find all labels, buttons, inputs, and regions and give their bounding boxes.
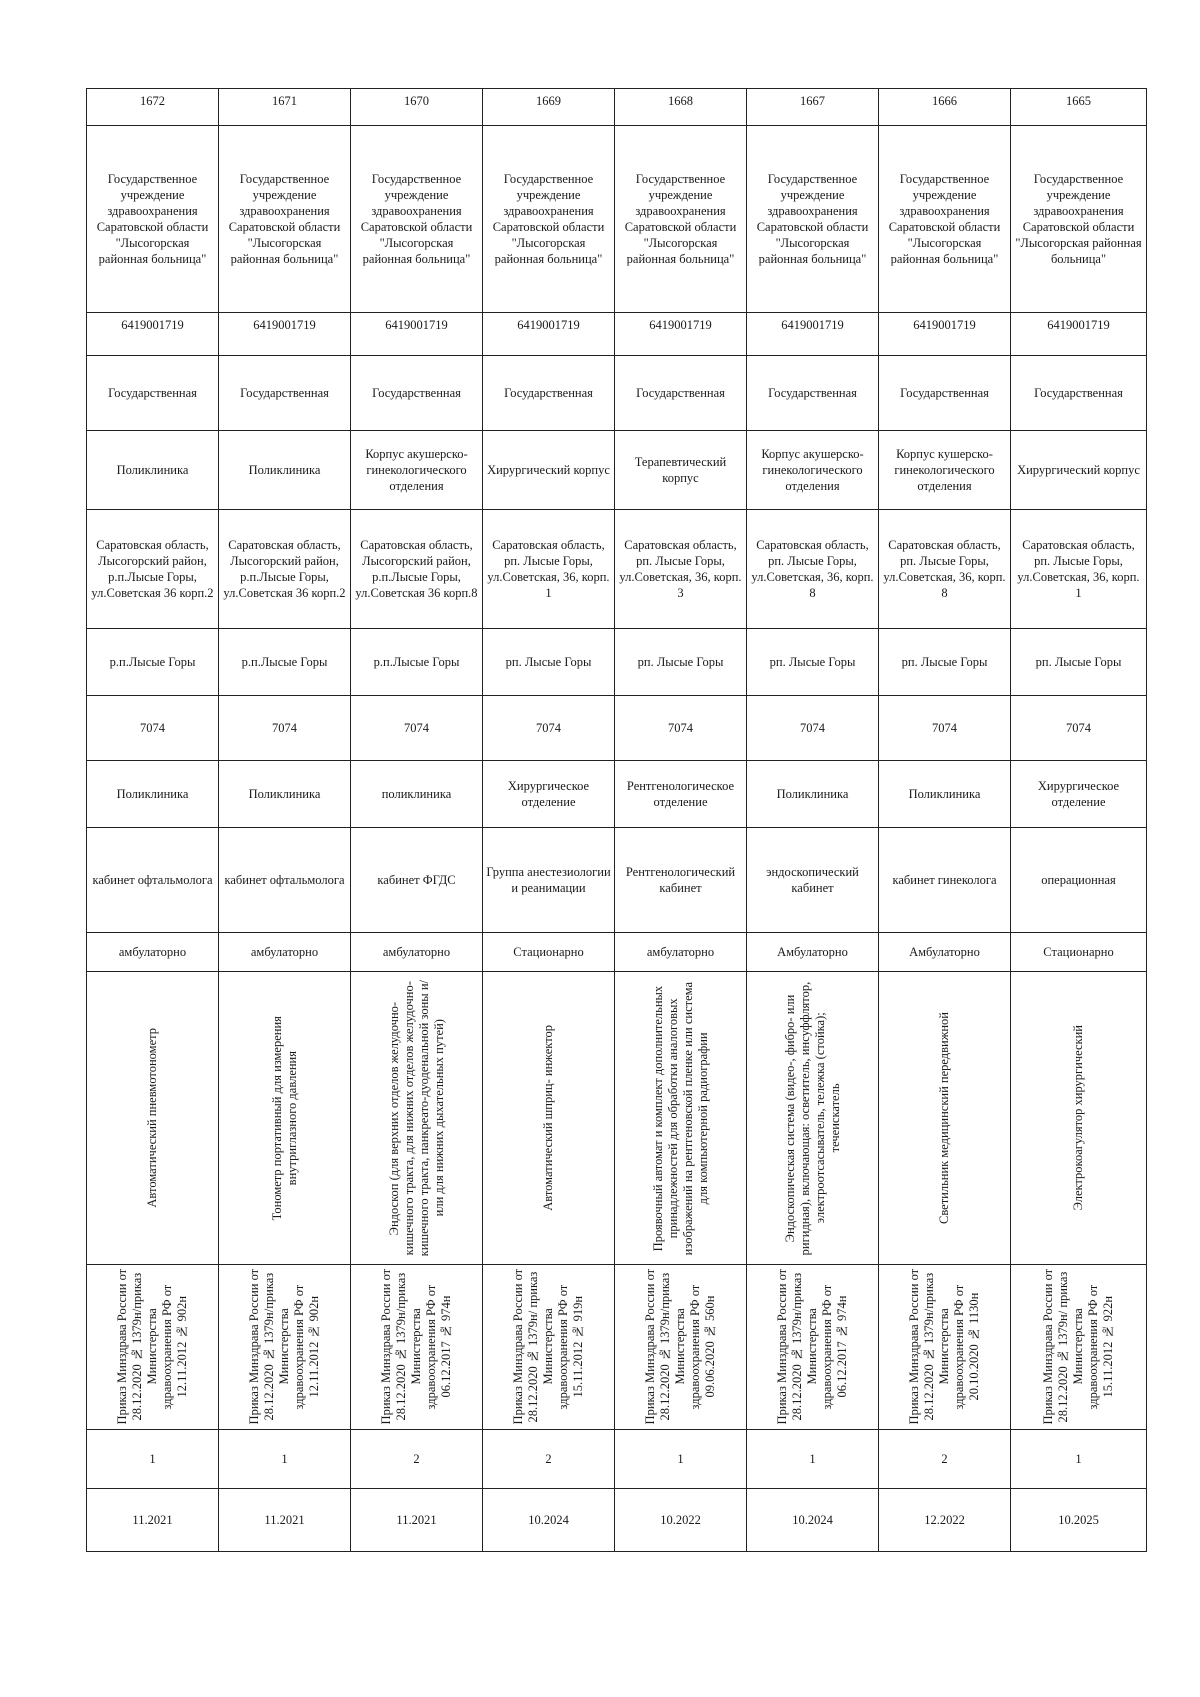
- table-body: [87, 89, 1147, 1552]
- cell-order: [351, 1265, 483, 1430]
- cell-condition: Стационарно: [1011, 933, 1147, 972]
- table-row-org: [87, 126, 1147, 313]
- order-text: Приказ Минздрава России от 28.12.2020 № 1379н/приказ Министерства здравоохранения РФ от 20.10.2020 № 1130н: [907, 1269, 981, 1425]
- cell-locality: р.п.Лысые Горы: [351, 629, 483, 696]
- cell-building: Терапевтический корпус: [615, 431, 747, 510]
- cell-id: 1669: [483, 89, 615, 126]
- cell-condition: амбулаторно: [615, 933, 747, 972]
- cell-locality: рп. Лысые Горы: [1011, 629, 1147, 696]
- cell-quantity: 1: [747, 1430, 879, 1489]
- cell-unit: Рентгенологический кабинет: [615, 828, 747, 933]
- table-row-unit: [87, 828, 1147, 933]
- cell-unit: кабинет гинеколога: [879, 828, 1011, 933]
- cell-order: [483, 1265, 615, 1430]
- cell-inn: 6419001719: [615, 313, 747, 356]
- cell-equipment: [87, 972, 219, 1265]
- cell-date: 10.2024: [483, 1489, 615, 1552]
- order-text: Приказ Минздрава России от 28.12.2020 № 1379н/приказ Министерства здравоохранения РФ от 06.12.2017 № 974н: [775, 1269, 849, 1425]
- order-text: Приказ Минздрава России от 28.12.2020 № 1379н/приказ Министерства здравоохранения РФ от 12.11.2012 № 902н: [247, 1269, 321, 1425]
- cell-okato: 7074: [615, 696, 747, 761]
- cell-building: Хирургический корпус: [483, 431, 615, 510]
- order-text: Приказ Минздрава России от 28.12.2020 № 1379н/приказ Министерства здравоохранения РФ от 12.11.2012 № 902н: [115, 1269, 189, 1425]
- cell-form: Государственная: [747, 356, 879, 431]
- cell-department: Поликлиника: [879, 761, 1011, 828]
- cell-locality: р.п.Лысые Горы: [219, 629, 351, 696]
- cell-condition: амбулаторно: [87, 933, 219, 972]
- order-text: Приказ Минздрава России от 28.12.2020 № 1379н/приказ Министерства здравоохранения РФ от 09.06.2020 № 560н: [643, 1269, 717, 1425]
- cell-okato: 7074: [351, 696, 483, 761]
- cell-org: Государственное учреждение здравоохранения Саратовской области "Лысогорская районная больница": [351, 126, 483, 313]
- cell-id: 1665: [1011, 89, 1147, 126]
- equipment-text: Эндоскопическая система (видео-, фибро- или ригидная), включающая: осветитель, инсуффлятор, электроотсасыватель, тележка (стойка); течеискатель: [782, 981, 842, 1255]
- cell-id: 1667: [747, 89, 879, 126]
- cell-quantity: 1: [1011, 1430, 1147, 1489]
- cell-condition: амбулаторно: [219, 933, 351, 972]
- table-row-address: [87, 510, 1147, 629]
- cell-okato: 7074: [1011, 696, 1147, 761]
- cell-inn: 6419001719: [747, 313, 879, 356]
- cell-equipment: [219, 972, 351, 1265]
- cell-date: 11.2021: [219, 1489, 351, 1552]
- cell-order: [87, 1265, 219, 1430]
- equipment-text: Проявочный автомат и комплект дополнительных принадлежностей для обработки аналоговых изображений на рентгеновской пленке или система для компьютерной радиографии: [650, 981, 710, 1255]
- cell-org: Государственное учреждение здравоохранения Саратовской области "Лысогорская районная больница": [879, 126, 1011, 313]
- cell-date: 10.2024: [747, 1489, 879, 1552]
- cell-equipment: [351, 972, 483, 1265]
- table-row-form: [87, 356, 1147, 431]
- cell-locality: рп. Лысые Горы: [615, 629, 747, 696]
- table-row-quantity: [87, 1430, 1147, 1489]
- cell-quantity: 1: [87, 1430, 219, 1489]
- cell-condition: амбулаторно: [351, 933, 483, 972]
- cell-id: 1672: [87, 89, 219, 126]
- table-row-order: [87, 1265, 1147, 1430]
- cell-inn: 6419001719: [879, 313, 1011, 356]
- cell-org: Государственное учреждение здравоохранения Саратовской области "Лысогорская районная больница": [219, 126, 351, 313]
- cell-inn: 6419001719: [483, 313, 615, 356]
- table-row-date: [87, 1489, 1147, 1552]
- cell-okato: 7074: [87, 696, 219, 761]
- cell-building: Хирургический корпус: [1011, 431, 1147, 510]
- cell-condition: Амбулаторно: [879, 933, 1011, 972]
- table-row-id: [87, 89, 1147, 126]
- equipment-table: [86, 88, 1147, 1552]
- cell-form: Государственная: [483, 356, 615, 431]
- cell-department: Поликлиника: [87, 761, 219, 828]
- cell-id: 1666: [879, 89, 1011, 126]
- table-row-inn: [87, 313, 1147, 356]
- cell-address: Саратовская область, Лысогорский район, р.п.Лысые Горы, ул.Советская 36 корп.2: [87, 510, 219, 629]
- cell-quantity: 2: [483, 1430, 615, 1489]
- cell-unit: операционная: [1011, 828, 1147, 933]
- cell-order: [219, 1265, 351, 1430]
- cell-form: Государственная: [879, 356, 1011, 431]
- cell-form: Государственная: [219, 356, 351, 431]
- equipment-text: Электрокоагулятор хирургический: [1071, 1025, 1085, 1211]
- cell-equipment: [1011, 972, 1147, 1265]
- table-row-department: [87, 761, 1147, 828]
- order-text: Приказ Минздрава России от 28.12.2020 № 1379н/ приказ Министерства здравоохранения РФ от 15.11.2012 № 919н: [511, 1269, 585, 1425]
- order-text: Приказ Минздрава России от 28.12.2020 № 1379н/ приказ Министерства здравоохранения РФ от 15.11.2012 № 922н: [1041, 1269, 1115, 1425]
- cell-building: Поликлиника: [87, 431, 219, 510]
- cell-quantity: 2: [351, 1430, 483, 1489]
- cell-order: [879, 1265, 1011, 1430]
- equipment-text: Автоматический пневмотонометр: [145, 1028, 159, 1208]
- cell-inn: 6419001719: [1011, 313, 1147, 356]
- cell-date: 11.2021: [87, 1489, 219, 1552]
- cell-unit: кабинет офтальмолога: [219, 828, 351, 933]
- cell-equipment: [615, 972, 747, 1265]
- cell-id: 1670: [351, 89, 483, 126]
- cell-org: Государственное учреждение здравоохранения Саратовской области "Лысогорская районная больница": [1011, 126, 1147, 313]
- table-row-okato: [87, 696, 1147, 761]
- cell-locality: рп. Лысые Горы: [879, 629, 1011, 696]
- cell-department: Хирургическое отделение: [1011, 761, 1147, 828]
- cell-building: Корпус акушерско-гинекологического отделения: [747, 431, 879, 510]
- cell-department: Хирургическое отделение: [483, 761, 615, 828]
- table-row-locality: [87, 629, 1147, 696]
- cell-address: Саратовская область, рп. Лысые Горы, ул.Советская, 36, корп. 1: [483, 510, 615, 629]
- cell-address: Саратовская область, рп. Лысые Горы, ул.Советская, 36, корп. 8: [879, 510, 1011, 629]
- cell-org: Государственное учреждение здравоохранения Саратовской области "Лысогорская районная больница": [747, 126, 879, 313]
- cell-org: Государственное учреждение здравоохранения Саратовской области "Лысогорская районная больница": [615, 126, 747, 313]
- cell-equipment: [879, 972, 1011, 1265]
- cell-locality: р.п.Лысые Горы: [87, 629, 219, 696]
- cell-department: Поликлиника: [219, 761, 351, 828]
- cell-address: Саратовская область, Лысогорский район, р.п.Лысые Горы, ул.Советская 36 корп.8: [351, 510, 483, 629]
- cell-building: Корпус акушерско-гинекологического отделения: [351, 431, 483, 510]
- table-row-building: [87, 431, 1147, 510]
- cell-okato: 7074: [483, 696, 615, 761]
- cell-okato: 7074: [747, 696, 879, 761]
- cell-org: Государственное учреждение здравоохранения Саратовской области "Лысогорская районная больница": [87, 126, 219, 313]
- cell-okato: 7074: [879, 696, 1011, 761]
- cell-inn: 6419001719: [351, 313, 483, 356]
- table-row-equipment: [87, 972, 1147, 1265]
- cell-address: Саратовская область, рп. Лысые Горы, ул.Советская, 36, корп. 1: [1011, 510, 1147, 629]
- cell-equipment: [747, 972, 879, 1265]
- document-sheet: [86, 88, 1146, 1552]
- cell-form: Государственная: [1011, 356, 1147, 431]
- cell-department: Рентгенологическое отделение: [615, 761, 747, 828]
- cell-id: 1671: [219, 89, 351, 126]
- cell-quantity: 1: [219, 1430, 351, 1489]
- equipment-text: Светильник медицинский передвижной: [937, 1011, 951, 1224]
- cell-form: Государственная: [87, 356, 219, 431]
- cell-form: Государственная: [615, 356, 747, 431]
- cell-id: 1668: [615, 89, 747, 126]
- order-text: Приказ Минздрава России от 28.12.2020 № 1379н/приказ Министерства здравоохранения РФ от 06.12.2017 № 974н: [379, 1269, 453, 1425]
- table-row-condition: [87, 933, 1147, 972]
- cell-department: Поликлиника: [747, 761, 879, 828]
- cell-date: 11.2021: [351, 1489, 483, 1552]
- cell-unit: кабинет офтальмолога: [87, 828, 219, 933]
- cell-order: [615, 1265, 747, 1430]
- cell-condition: Амбулаторно: [747, 933, 879, 972]
- cell-okato: 7074: [219, 696, 351, 761]
- cell-locality: рп. Лысые Горы: [483, 629, 615, 696]
- cell-unit: Группа анестезиологии и реанимации: [483, 828, 615, 933]
- cell-address: Саратовская область, рп. Лысые Горы, ул.Советская, 36, корп. 3: [615, 510, 747, 629]
- cell-unit: кабинет ФГДС: [351, 828, 483, 933]
- cell-locality: рп. Лысые Горы: [747, 629, 879, 696]
- cell-address: Саратовская область, Лысогорский район, р.п.Лысые Горы, ул.Советская 36 корп.2: [219, 510, 351, 629]
- cell-order: [1011, 1265, 1147, 1430]
- cell-condition: Стационарно: [483, 933, 615, 972]
- cell-quantity: 1: [615, 1430, 747, 1489]
- cell-form: Государственная: [351, 356, 483, 431]
- cell-inn: 6419001719: [219, 313, 351, 356]
- cell-equipment: [483, 972, 615, 1265]
- cell-date: 12.2022: [879, 1489, 1011, 1552]
- cell-building: Поликлиника: [219, 431, 351, 510]
- cell-unit: эндоскопический кабинет: [747, 828, 879, 933]
- equipment-text: Тонометр портативный для измерения внутриглазного давления: [269, 1015, 299, 1221]
- equipment-text: Автоматический шприц- инжектор: [541, 1025, 555, 1211]
- equipment-text: Эндоскоп (для верхних отделов желудочно-кишечного тракта, для нижних отделов желудочно-кишечного тракта, панкреато-дуоденальной зоны и/или для нижних дыхательных путей): [386, 979, 446, 1257]
- cell-org: Государственное учреждение здравоохранения Саратовской области "Лысогорская районная больница": [483, 126, 615, 313]
- cell-date: 10.2025: [1011, 1489, 1147, 1552]
- cell-quantity: 2: [879, 1430, 1011, 1489]
- cell-department: поликлиника: [351, 761, 483, 828]
- cell-date: 10.2022: [615, 1489, 747, 1552]
- cell-building: Корпус кушерско-гинекологического отделения: [879, 431, 1011, 510]
- cell-order: [747, 1265, 879, 1430]
- cell-address: Саратовская область, рп. Лысые Горы, ул.Советская, 36, корп. 8: [747, 510, 879, 629]
- cell-inn: 6419001719: [87, 313, 219, 356]
